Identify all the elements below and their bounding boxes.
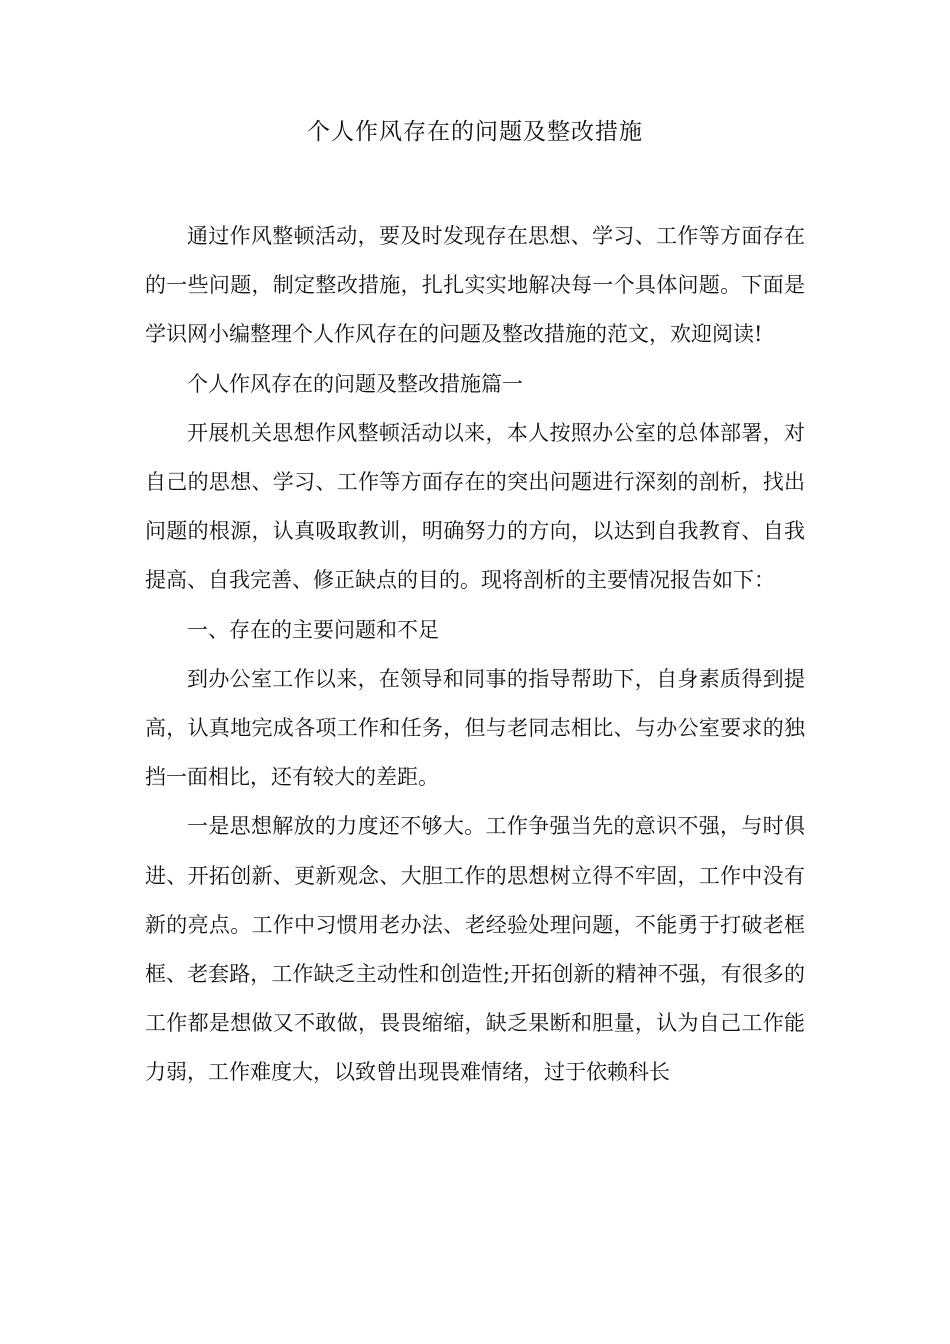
body-paragraph: 一是思想解放的力度还不够大。工作争强当先的意识不强，与时俱进、开拓创新、更新观念、大胆工作的思想树立得不牢固，工作中没有新的亮点。工作中习惯用老办法、老经验处理问题，不能勇于打破老框框、老套路，工作缺乏主动性和创造性;开拓创新的精神不强，有很多的工作都是想做又不敢做，畏畏缩缩，缺乏果断和胆量，认为自己工作能力弱，工作难度大，以致曾出现畏难情绪，过于依赖科长 <box>145 814 805 1085</box>
document-title: 个人作风存在的问题及整改措施 <box>307 119 643 145</box>
intro-paragraph: 通过作风整顿活动，要及时发现存在思想、学习、工作等方面存在的一些问题，制定整改措施，扎扎实实地解决每一个具体问题。下面是学识网小编整理个人作风存在的问题及整改措施的范文，欢迎阅读! <box>145 224 805 347</box>
section-heading-problems: 一、存在的主要问题和不足 <box>187 617 439 642</box>
section-heading-part-one: 个人作风存在的问题及整改措施篇一 <box>187 371 523 396</box>
body-paragraph: 到办公室工作以来，在领导和同事的指导帮助下，自身素质得到提高，认真地完成各项工作和任务，但与老同志相比、与办公室要求的独挡一面相比，还有较大的差距。 <box>145 666 805 790</box>
document-body <box>145 212 805 1098</box>
body-paragraph: 开展机关思想作风整顿活动以来，本人按照办公室的总体部署，对自己的思想、学习、工作等方面存在的突出问题进行深刻的剖析，找出问题的根源，认真吸取教训，明确努力的方向，以达到自我教育、自我提高、自我完善、修正缺点的目的。现将剖析的主要情况报告如下： <box>145 420 805 593</box>
